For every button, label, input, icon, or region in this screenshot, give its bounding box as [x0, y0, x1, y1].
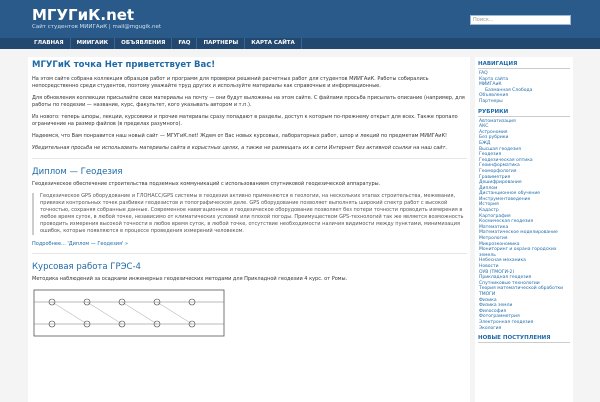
sidebar-rubric-item[interactable]: Электронная геодезия [479, 319, 534, 325]
sidebar-item-faq[interactable]: FAQ [479, 71, 488, 76]
post-quote-diploma: Геодезическое GPS оборудование и ГЛОНАСС/GPS системы в геодезии активно применяются в геологии, на нескольких этапах строительства, межевания, привязки контрольных точек разбивки геодезистов и топографическом деле. GPS оборудование позволяет выполнять широкий спектр работ с высокой точностью, сохраняя собранные данные. Современное навигационное и геодезическое оборудование позволяет без потери точности проводить измерения в любое время суток, в любой точке, независимо от климатических условий или плохой погоды. Преимуществом GPS-технологий так же является возможность проводить измерения высокой точности в любое время суток, в любой точке, отсутствие необходимости наличия видимости между пунктами, минимизация ошибок, которые появляются в процессе проведения измерений человеком. [32, 193, 467, 235]
nav-home[interactable]: ГЛАВНАЯ [28, 38, 71, 49]
sidebar-rubric-item[interactable]: Физика [479, 297, 497, 303]
diagram-line [87, 302, 122, 324]
sidebar-rubric-item[interactable]: Микроэкономика [479, 241, 520, 247]
sidebar-rubric-item[interactable]: Диплом [479, 185, 498, 191]
nav-partners[interactable]: ПАРТНЕРЫ [197, 38, 245, 49]
site-description: Сайт студентов МИИГАиК | mail@mgugik.net [32, 24, 162, 30]
diagram-frame [34, 290, 224, 336]
sidebar-item-sloboda[interactable]: Базманная Слобода [485, 87, 533, 93]
main-content [32, 60, 467, 342]
post-title-gres[interactable]: Курсовая работа ГРЭС-4 [32, 262, 141, 272]
sidebar-rubric-item[interactable]: Метрология [479, 236, 508, 242]
welcome-p5: Убедительная просьба не использовать материалы сайта в корыстных целях, а также не размещать их в сети Интернет без активной ссылки на наш сайт. [32, 145, 448, 151]
sidebar-rubric-item[interactable]: Фотограмметрия [479, 314, 520, 320]
sidebar-rubric-item[interactable]: Математическое моделирование [479, 230, 558, 236]
diagram-line [122, 302, 157, 324]
sidebar-rubric-item[interactable]: Гравиметрия [479, 174, 511, 180]
sidebar-rubric-item[interactable]: Математика [479, 224, 509, 230]
sidebar-rubric-item[interactable]: Геодезическая оптика [479, 157, 533, 163]
sidebar-rubric-item[interactable]: Геоморфология [479, 168, 517, 174]
sidebar-recent-title: НОВЫЕ ПОСТУПЛЕНИЯ [478, 335, 570, 343]
post-intro-gres: Методика наблюдений за осадками инженерных геодезических методами для Прикладной геодезии 4 курс. от Ромы. [32, 276, 348, 282]
sidebar-rubric-item[interactable]: Физика земли [479, 303, 513, 309]
sidebar-rubric-item[interactable]: Спутниковые технологии [479, 280, 540, 286]
divider [32, 158, 467, 159]
sidebar-rubric-item[interactable]: Кадастр [479, 208, 499, 214]
nav-announcements[interactable]: ОБЪЯВЛЕНИЯ [115, 38, 172, 49]
sidebar-rubric-item[interactable]: АКС [479, 124, 489, 130]
nav-faq[interactable]: FAQ [172, 38, 197, 49]
sidebar-nav-title: НАВИГАЦИЯ [478, 61, 570, 69]
welcome-p4: Надеемся, что Вам понравится наш новый сайт — МГУГиК.net! Ждем от Вас новых курсовых, лабораторных работ, шпор и лекций по предметам МИИГАиК! [32, 133, 448, 139]
sidebar-rubric-item[interactable]: Мониторинг и охрана городских земель [479, 247, 557, 258]
sidebar-rubric-item[interactable]: История [479, 202, 499, 208]
sidebar-rubric-item[interactable]: Высшая геодезия [479, 146, 521, 152]
main-nav [0, 38, 600, 49]
site-title[interactable]: МГУГиК.net [32, 6, 135, 24]
sidebar-rubric-item[interactable]: Философия [479, 308, 507, 314]
welcome-title: МГУГиК точка Нет приветствует Вас! [32, 60, 216, 70]
nav-sitemap[interactable]: КАРТА САЙТА [245, 38, 302, 49]
sidebar-item-partners[interactable]: Партнеры [479, 98, 503, 104]
sidebar-rubric-item[interactable]: Картография [479, 213, 511, 219]
welcome-p1: На этом сайте собрана коллекция образцов работ и программ для проверки решений расчетных работ для студентов МИИГАиК. Работы собирались непосредственно среди студентов, поэтому уважайте труд других и используйте материалы как справочные и информационные. [32, 76, 429, 89]
sidebar-rubric-item[interactable]: Без рубрики [479, 135, 509, 141]
diagram-line [52, 302, 87, 324]
sidebar-rubric-item[interactable]: БЖД [479, 140, 491, 146]
sidebar-rubric-item[interactable]: Космическая геодезия [479, 219, 534, 225]
sidebar-rubric-item[interactable]: Инструментоведение [479, 196, 531, 202]
sidebar-rubric-item[interactable]: Дистанционное обучение [479, 191, 541, 197]
sidebar-item-sitemap[interactable]: Карта сайта [479, 76, 509, 82]
sidebar-rubric-item[interactable]: Дешифрирование [479, 180, 522, 186]
read-more-link[interactable]: Подробнее... 'Диплом — Геодезия' » [32, 241, 129, 247]
sidebar-item-announcements[interactable]: Объявления [479, 93, 509, 99]
sidebar-rubric-item[interactable]: Прикладная геодезия [479, 275, 532, 281]
search-input[interactable]: Поиск... [470, 15, 571, 25]
welcome-p3: Из нового: теперь шпоры, лекции, курсовики и прочие материалы сразу попадают в разделы, доступ к которым по-прежнему открыт для всех. Также пропало ограничение на размер файлов (в пределах разумного). [32, 114, 458, 127]
nav-miigaik[interactable]: МИИГАИК [71, 38, 116, 49]
sidebar-rubric-item[interactable]: Теория математической обработки [479, 286, 564, 292]
header [0, 0, 600, 38]
sidebar-rubric-item[interactable]: Экология [479, 325, 502, 331]
sidebar-rubric-item[interactable]: Геодезия [479, 152, 502, 158]
divider [32, 253, 467, 254]
sidebar [475, 57, 573, 402]
post-diagram [32, 288, 232, 338]
sidebar-item-miigaik[interactable]: МИИГАиК [479, 82, 502, 88]
sidebar-rubric-item[interactable]: Небесная механика [479, 258, 526, 264]
post-title-diploma[interactable]: Диплом — Геодезия [32, 167, 123, 177]
sidebar-rubric-item[interactable]: Новости [479, 264, 499, 269]
sidebar-rubric-item[interactable]: Астрономия [479, 129, 508, 135]
welcome-p2: Для обновления коллекции присылайте свои материалы на почту — они будут выложены на этом сайте. С файлами просьба присылать описание (например, для работы по геодезии — название, курс, факультет, кого указывать автором и т.п.). [32, 95, 465, 108]
sidebar-rubrics-list [475, 119, 573, 332]
sidebar-rubric-item[interactable]: ТМОГИ [479, 291, 496, 297]
sidebar-rubric-item[interactable]: Геоинформатика [479, 163, 520, 169]
diagram-line [157, 302, 192, 324]
sidebar-rubric-item[interactable]: ОУВ (ТМОГИ-2) [479, 269, 515, 275]
sidebar-rubric-item[interactable]: Автоматизация [479, 118, 516, 124]
sidebar-nav-list [475, 71, 573, 105]
sidebar-rubrics-title: РУБРИКИ [478, 109, 570, 117]
post-intro-diploma: Геодезическое обеспечение строительства подземных коммуникаций с использованием спутниковой геодезической аппаратуры. [32, 181, 381, 187]
